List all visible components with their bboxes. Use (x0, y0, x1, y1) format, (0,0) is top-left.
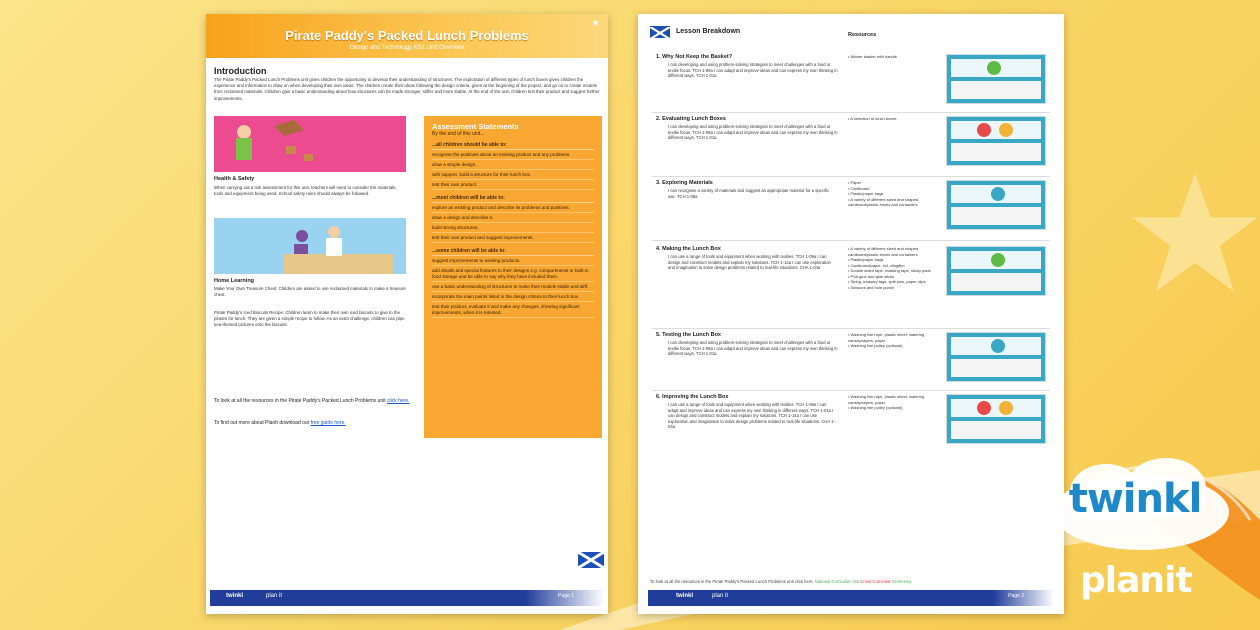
health-safety-text: When carrying out a risk assessment for this unit, teachers will need to consider the materials, tools and equipment being used. School safety rules should always be followed. (214, 185, 397, 197)
lesson-title: 2. Evaluating Lunch Boxes (656, 116, 726, 122)
resource-item: • A selection of lunch boxes (848, 116, 948, 122)
lesson-row (656, 54, 1056, 110)
lesson-resources (848, 54, 948, 60)
page-subtitle: Design and Technology KS1 Unit Overview (349, 45, 465, 51)
lesson-title: 1. Why Not Keep the Basket? (656, 54, 733, 60)
divider (652, 390, 1050, 391)
footer-planit-logo: plan it (712, 593, 729, 599)
resource-item: • Wicker basket with handle (848, 54, 948, 60)
resources-link-prefix: To look at all the resources in the Pirate Paddy's Packed Lunch Problems unit (214, 398, 386, 404)
resource-item: • PVA glue and glue sticks (848, 274, 948, 280)
lesson-thumbnail[interactable] (946, 180, 1046, 230)
divider (652, 240, 1050, 241)
scotland-flag-icon (578, 552, 604, 568)
resource-item: • Double sided tape, masking tape, sticky pads (848, 268, 948, 274)
lesson-row (656, 332, 1056, 388)
resource-item: • Cardboard (848, 186, 948, 192)
lesson-resources (848, 332, 948, 349)
lesson-objectives: I can use a range of tools and equipment when working with textiles. TCH 1-09a I can adapt and improve ideas and can express my own thinking in different ways. TCH 1-01a I can design and construct models and explain my solutions. TCH 1-14a I can use exploration and imagination to solve design problems related to real-life situations. CHA 1-04a (668, 402, 835, 430)
lesson-title: 5. Testing the Lunch Box (656, 332, 721, 338)
health-safety-illustration (214, 116, 406, 172)
divider (652, 112, 1050, 113)
assessment-item: test their own product and suggest improvements. (432, 235, 594, 243)
star-icon: ★ (591, 18, 600, 29)
lesson-objectives: I can recognise a variety of materials and suggest an appropriate material for a specific use. TCH 1-09a (668, 188, 830, 199)
lesson-thumbnail[interactable] (946, 246, 1046, 296)
lesson-thumbnail[interactable] (946, 332, 1046, 382)
key-national-curriculum: National Curriculum link (814, 579, 860, 584)
assessment-item: incorporate the main points listed in the design criteria to their lunch box. (432, 294, 594, 302)
guide-link-prefix: To find out more about PlanIt download our (214, 420, 310, 426)
resource-item: • A variety of different sized and shaped cardboard/plastic boxes and containers (848, 197, 948, 208)
assessment-group-heading: ...some children will be able to: (432, 248, 594, 256)
lesson-title: 3. Exploring Materials (656, 180, 713, 186)
health-safety-heading: Health & Safety (214, 176, 255, 182)
footer-page-number: Page 1 (558, 593, 574, 599)
assessment-item: add details and special features to their designs e.g. compartments or built-in food storage and be able to say why they have included them. (432, 268, 594, 282)
guide-link-text (214, 420, 414, 427)
assessment-item: draw a design and describe it. (432, 215, 594, 223)
resource-item: • Washing line rope, plastic sheet, watering cans/sprayers, paper (848, 394, 948, 405)
lesson-row (656, 180, 1056, 236)
scotland-flag-icon (650, 26, 670, 38)
page-title: Pirate Paddy's Packed Lunch Problems (285, 28, 529, 43)
star-decoration-icon (1130, 168, 1260, 298)
assessment-item: test their own product. (432, 182, 594, 190)
resource-item: • Washing line pulley (optional) (848, 405, 948, 411)
resource-item: • Plastic/paper bags (848, 257, 948, 263)
resource-item: • Washing line pulley (optional) (848, 343, 948, 349)
home-learning-heading: Home Learning (214, 278, 255, 284)
assessment-group-heading: ...most children will be able to: (432, 195, 594, 203)
lesson-breakdown-page (638, 14, 1064, 614)
divider (652, 176, 1050, 177)
resource-item: • Plastic/paper bags (848, 191, 948, 197)
home-learning-biscuits: Pirate Paddy's Iced Biscuits Recipe: Children learn to make their own iced biscuits to give to the pirates for lunch. They are given a simple recipe to follow. As an extra challenge, children can pipe sea-themed pictures onto the biscuits. (214, 310, 405, 328)
lesson-thumbnail[interactable] (946, 54, 1046, 104)
resources-link-text (214, 398, 414, 405)
free-guide-link[interactable]: free guide here. (310, 420, 346, 426)
assessment-item: build strong structures. (432, 225, 594, 233)
footer-page-number: Page 2 (1008, 593, 1024, 599)
key-cross-curricular: Cross-Curricular (860, 579, 891, 584)
resource-item: • A variety of different sized and shaped cardboard/plastic boxes and containers (848, 246, 948, 257)
footer-twinkl-logo: twinkl (676, 593, 694, 599)
lesson-resources (848, 394, 948, 411)
assessment-item: suggest improvements to existing products. (432, 258, 594, 266)
twinkl-logo: twinkl (1068, 476, 1202, 522)
lesson-breakdown-heading: Lesson Breakdown (676, 28, 741, 35)
lesson-thumbnail[interactable] (946, 116, 1046, 166)
assessment-item: use a basic understanding of structures to make their models stable and stiff. (432, 284, 594, 292)
lesson-objectives: I can use a range of tools and equipment when working with textiles. TCH 1-09a I can design and construct models and explain my solutions. TCH 1-14a I can use exploration and imagination to solve design problems related to real-life situations. CHA 1-04a (668, 254, 831, 271)
divider (652, 328, 1050, 329)
page-footer (648, 590, 1054, 606)
lesson-objectives: I can developing and using problem-solving strategies to meet challenges with a food or textile focus. TCH 1-09a I can adapt and improve ideas and can express my own thinking in different ways. TCH 1-01a (668, 62, 838, 79)
lesson-title: 6. Improving the Lunch Box (656, 394, 729, 400)
footnote (650, 579, 1050, 584)
lesson-resources (848, 116, 948, 122)
assessment-statements-box (424, 116, 602, 438)
footer-twinkl-logo: twinkl (226, 593, 244, 599)
resource-item: • Scissors and hole punch (848, 285, 948, 291)
assessment-item: draw a simple design. (432, 162, 594, 170)
planit-logo: planit (1080, 560, 1192, 601)
title-banner (206, 14, 608, 58)
footnote-text: To look at all the resources in the Pirate Paddy's Packed Lunch Problems unit click here. (650, 579, 814, 584)
resource-item: • String, treasury tags, split pins, paper clips (848, 279, 948, 285)
key-cross: Cross-Key (891, 579, 912, 584)
assessment-group-heading: ...all children should be able to: (432, 142, 594, 150)
assessment-title: Assessment Statements (432, 122, 519, 131)
page-footer (210, 590, 604, 606)
footer-planit-logo: plan it (266, 593, 283, 599)
resource-item: • Paper (848, 180, 948, 186)
lesson-title: 4. Making the Lunch Box (656, 246, 721, 252)
lesson-objectives: I can developing and using problem-solving strategies to meet challenges with a food or textile focus. TCH 1-09a I can adapt and improve ideas and can express my own thinking in different ways. TCH 1-01a (668, 340, 838, 357)
lesson-thumbnail[interactable] (946, 394, 1046, 444)
introduction-text: The Pirate Paddy's Packed Lunch Problems unit gives children the opportunity to develop their understanding of structures. The exploration of different types of lunch boxes gives children the experience and information to draw on when developing their own ideas. The children create their ideas following the design criteria, given at the beginning of the project, and go on to create models from reclaimed materials. Children gain a basic understanding about how structures can be made stronger, stiffer and more stable. At the end of the unit, children test their product and suggest further improvements. (214, 77, 600, 101)
lesson-resources (848, 180, 948, 208)
assessment-item: recognise the positives about an existing product and any problems. (432, 152, 594, 160)
unit-overview-page (206, 14, 608, 614)
resource-item: • Cardboard/paper, foil, clingfilm (848, 263, 948, 269)
lesson-row (656, 116, 1056, 172)
resource-item: • Washing line rope, plastic sheet, watering cans/sprayers, paper (848, 332, 948, 343)
resources-heading: Resources (848, 32, 877, 38)
lesson-objectives: I can developing and using problem-solving strategies to meet challenges with a food or textile focus. TCH 1-09a I can adapt and improve ideas and can express my own thinking in different ways. TCH 1-01a (668, 124, 838, 141)
lesson-resources (848, 246, 948, 290)
resources-link[interactable]: click here. (387, 398, 410, 404)
assessment-item: with support, build a structure for their lunch box. (432, 172, 594, 180)
introduction-heading: Introduction (214, 66, 267, 76)
assessment-item: explore an existing product and describe its problems and positives. (432, 205, 594, 213)
home-learning-treasure-chest: Make Your Own Treasure Chest: Children are asked to use reclaimed materials to make a treasure chest. (214, 286, 406, 298)
home-learning-illustration (214, 218, 406, 274)
lesson-row (656, 246, 1056, 330)
assessment-subtitle: By the end of this unit... (432, 131, 485, 137)
assessment-item: test their product, evaluate it and make any changes, showing significant improvements, when it is retested. (432, 304, 594, 318)
lesson-row (656, 394, 1056, 464)
